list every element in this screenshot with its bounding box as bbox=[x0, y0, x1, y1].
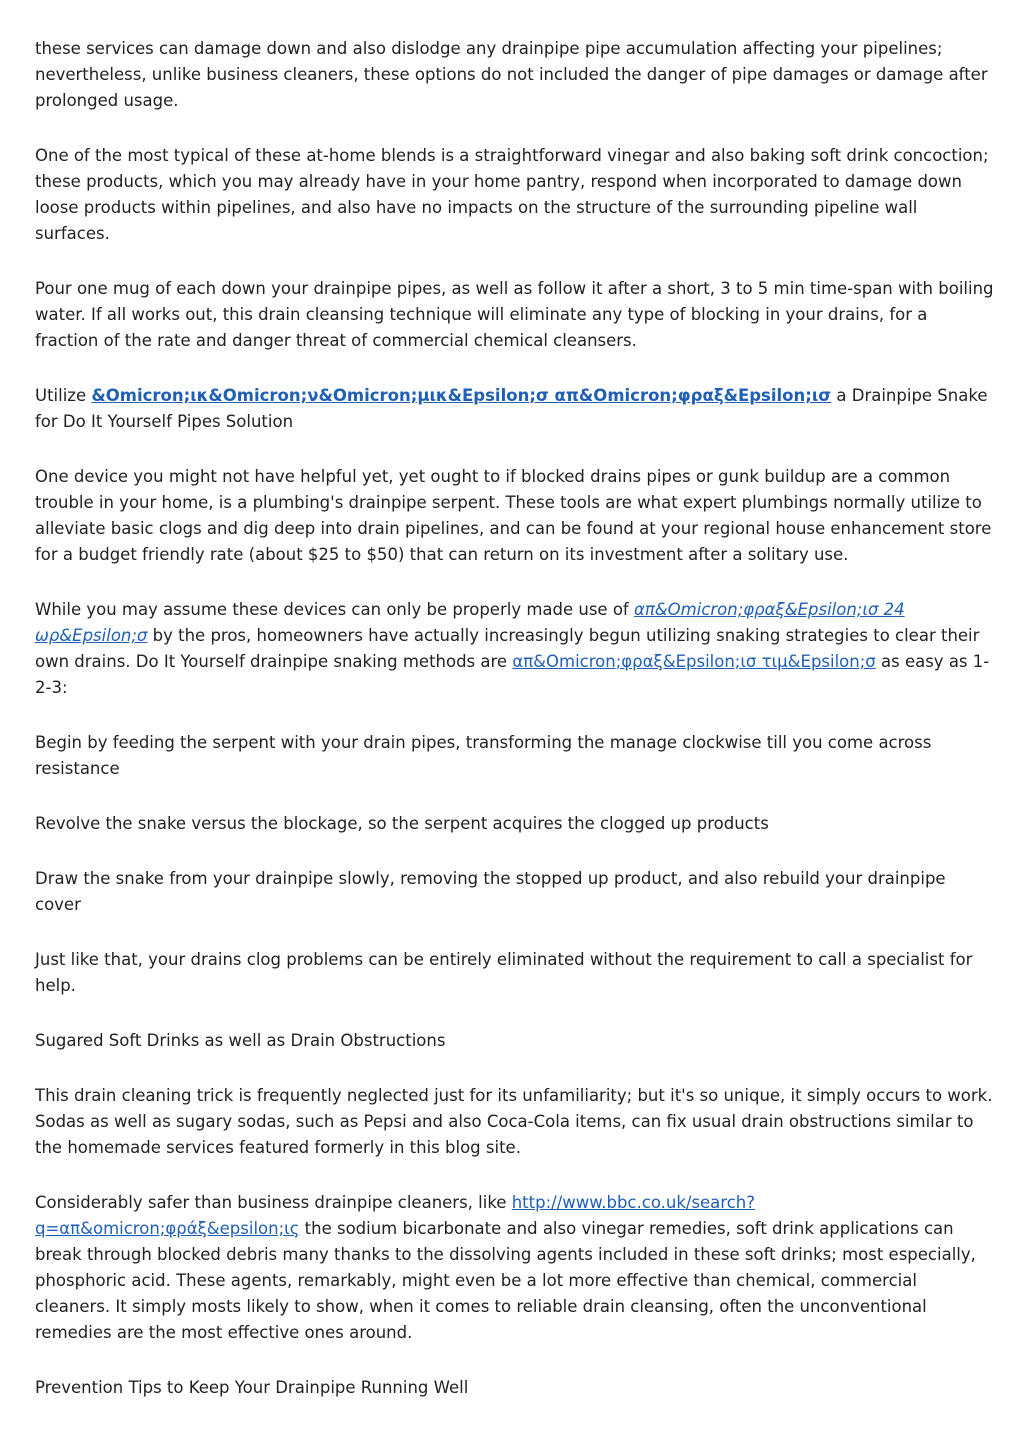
heading-sugared-soft-drinks: Sugared Soft Drinks as well as Drain Obstructions bbox=[35, 1031, 446, 1050]
text-segment: by the pros, homeowners have actually increasingly begun utilizing snaking strategies to clear their own drains. Do It Yourself drainpipe snaking methods are bbox=[35, 626, 980, 671]
link-drain-unclogging-24h[interactable]: απ&Omicron;φραξ&Epsilon;ισ 24 ωρ&Epsilon;σ bbox=[35, 600, 905, 645]
link-bbc-search[interactable]: http://www.bbc.co.uk/search?q=απ&omicron;φράξ&epsilon;ις bbox=[35, 1193, 756, 1238]
text-segment: Utilize bbox=[35, 386, 92, 405]
paragraph-boiling-water: Pour one mug of each down your drainpipe pipes, as well as follow it after a short, 3 to 5 min time-span with boiling water. If all works out, this drain cleansing technique will eliminate any type of blocking in your drains, for a fraction of the rate and danger threat of commercial chemical cleansers. bbox=[35, 279, 994, 350]
paragraph-step-draw-snake: Draw the snake from your drainpipe slowly, removing the stopped up product, and also rebuild your drainpipe cover bbox=[35, 869, 946, 914]
paragraph-diy-snaking bbox=[35, 597, 995, 701]
text-segment: the sodium bicarbonate and also vinegar remedies, soft drink applications can break through blocked debris many thanks to the dissolving agents included in these soft drinks; most especially, phosphoric acid. These agents, remarkably, might even be a lot more effective than chemical, commercial cleaners. It simply mosts likely to show, when it comes to reliable drain cleansing, often the unconventional remedies are the most effective ones around. bbox=[35, 1219, 976, 1342]
text-segment: a Drainpipe Snake for Do It Yourself Pipes Solution bbox=[35, 386, 988, 431]
paragraph-intro-continuation: these services can damage down and also dislodge any drainpipe pipe accumulation affecting your pipelines; nevertheless, unlike business cleaners, these options do not included the danger of pipe damages or damage after prolonged usage. bbox=[35, 39, 988, 110]
paragraph-plumbing-serpent: One device you might not have helpful yet, yet ought to if blocked drains pipes or gunk buildup are a common trouble in your home, is a plumbing's drainpipe serpent. These tools are what expert plumbings normally utilize to alleviate basic clogs and dig deep into drain pipelines, and can be found at your regional house enhancement store for a budget friendly rate (about $25 to $50) that can return on its investment after a solitary use. bbox=[35, 467, 992, 564]
link-drain-unclogging-prices[interactable]: απ&Omicron;φραξ&Epsilon;ισ τιμ&Epsilon;σ bbox=[512, 652, 876, 671]
heading-drainpipe-snake bbox=[35, 383, 995, 435]
paragraph-vinegar-baking-soda: One of the most typical of these at-home blends is a straightforward vinegar and also baking soft drink concoction; these products, which you may already have in your home pantry, respond when incorporated to damage down loose products within pipelines, and also have no impacts on the structure of the surrounding pipeline wall surfaces. bbox=[35, 146, 989, 243]
paragraph-conclusion-snake: Just like that, your drains clog problems can be entirely eliminated without the requirement to call a specialist for help. bbox=[35, 950, 973, 995]
paragraph-soda-trick: This drain cleaning trick is frequently neglected just for its unfamiliarity; but it's so unique, it simply occurs to work. Sodas as well as sugary sodas, such as Pepsi and also Coca-Cola items, can fix usual drain obstructions similar to the homemade services featured formerly in this blog site. bbox=[35, 1086, 993, 1157]
paragraph-safer-than-cleaners bbox=[35, 1190, 995, 1346]
paragraph-step-feed-serpent: Begin by feeding the serpent with your drain pipes, transforming the manage clockwise till you come across resistance bbox=[35, 733, 932, 778]
text-segment: as easy as 1-2-3: bbox=[35, 652, 990, 697]
text-segment: Considerably safer than business drainpipe cleaners, like bbox=[35, 1193, 512, 1212]
link-home-drain-unclogging[interactable]: &Omicron;ικ&Omicron;ν&Omicron;μικ&Epsilon;σ απ&Omicron;φραξ&Epsilon;ισ bbox=[91, 386, 832, 405]
document-body bbox=[35, 36, 995, 1430]
paragraph-step-revolve-snake: Revolve the snake versus the blockage, so the serpent acquires the clogged up products bbox=[35, 814, 769, 833]
text-segment: While you may assume these devices can only be properly made use of bbox=[35, 600, 634, 619]
heading-prevention-tips: Prevention Tips to Keep Your Drainpipe Running Well bbox=[35, 1378, 469, 1397]
